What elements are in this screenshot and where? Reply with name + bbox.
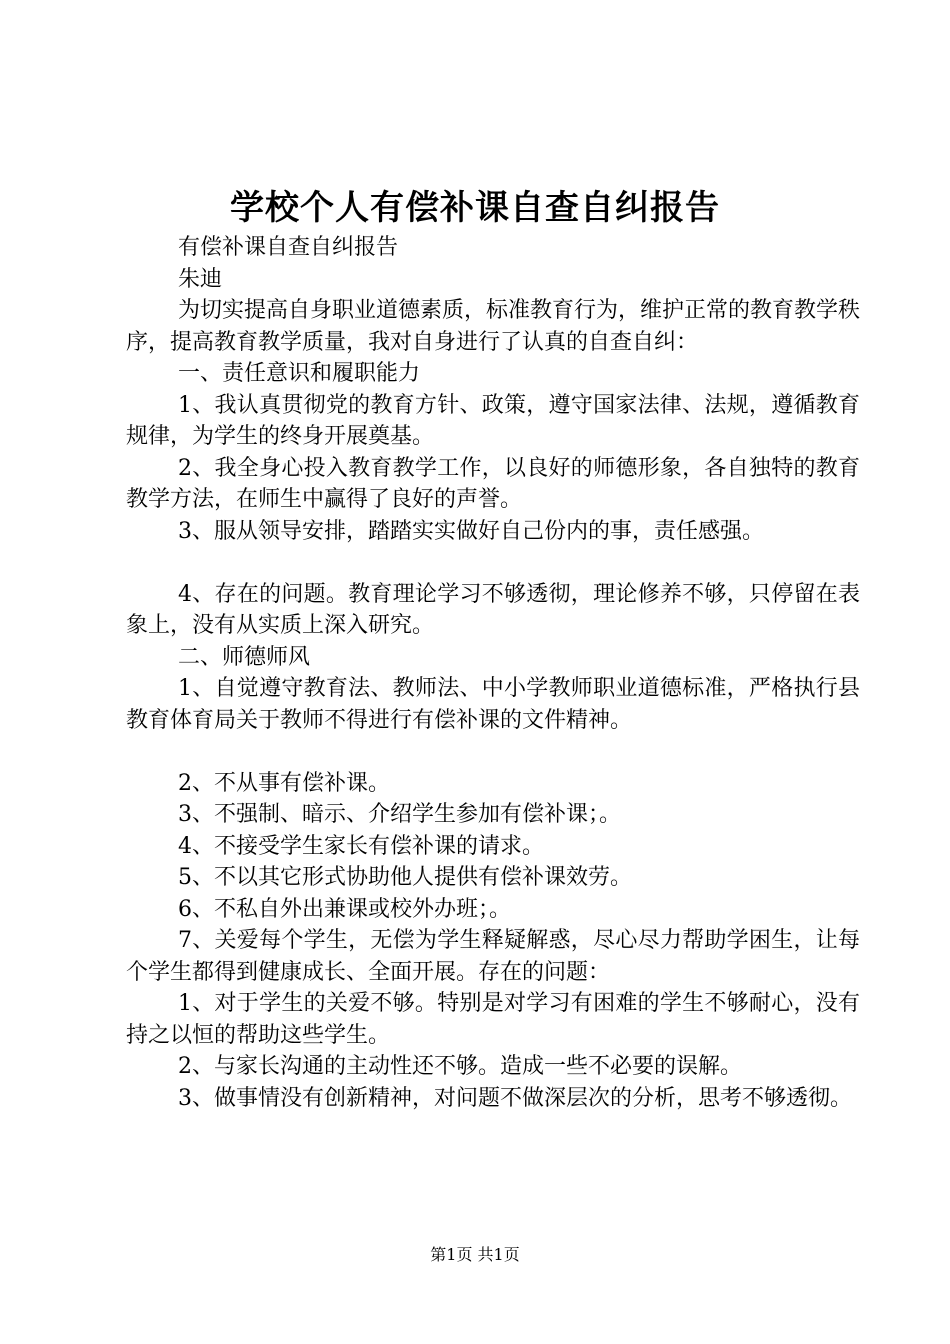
blank-line	[126, 736, 860, 768]
paragraph-item: 1、自觉遵守教育法、教师法、中小学教师职业道德标准，严格执行县教育体育局关于教师不得进行有偿补课的文件精神。	[126, 676, 860, 733]
paragraph-item: 6、不私自外出兼课或校外办班；。	[178, 896, 511, 922]
paragraph-item: 3、服从领导安排，踏踏实实做好自己份内的事，责任感强。	[178, 518, 764, 544]
paragraph-subtitle: 有偿补课自查自纠报告	[178, 235, 399, 260]
paragraph-item: 2、不从事有偿补课。	[178, 770, 390, 796]
section-heading-2: 二、师德师风	[178, 644, 311, 670]
paragraph-item: 2、我全身心投入教育教学工作，以良好的师德形象，各自独特的教育教学方法，在师生中赢得了良好的声誉。	[126, 455, 860, 512]
paragraph-item: 4、存在的问题。教育理论学习不够透彻，理论修养不够，只停留在表象上，没有从实质上深入研究。	[126, 581, 860, 638]
paragraph-item: 7、关爱每个学生，无偿为学生释疑解惑，尽心尽力帮助学困生，让每个学生都得到健康成长、全面开展。存在的问题：	[126, 928, 860, 985]
section-heading-1: 一、责任意识和履职能力	[178, 361, 421, 386]
paragraph-author: 朱迪	[178, 266, 223, 292]
paragraph-item: 3、不强制、暗示、介绍学生参加有偿补课；。	[178, 802, 621, 827]
document-title: 学校个人有偿补课自查自纠报告	[230, 188, 720, 228]
blank-line	[126, 547, 860, 579]
document-body	[126, 232, 860, 1114]
page-footer: 第1页 共1页	[430, 1245, 520, 1264]
paragraph-item: 1、对于学生的关爱不够。特别是对学习有困难的学生不够耐心，没有持之以恒的帮助这些学生。	[126, 991, 860, 1048]
paragraph-intro: 为切实提高自身职业道德素质，标准教育行为，维护正常的教育教学秩序，提高教育教学质量，我对自身进行了认真的自查自纠：	[126, 298, 861, 355]
paragraph-item: 2、与家长沟通的主动性还不够。造成一些不必要的误解。	[178, 1054, 742, 1079]
paragraph-item: 1、我认真贯彻党的教育方针、政策，遵守国家法律、法规，遵循教育规律，为学生的终身开展奠基。	[126, 392, 860, 449]
paragraph-item: 3、做事情没有创新精神，对问题不做深层次的分析，思考不够透彻。	[178, 1085, 852, 1111]
paragraph-item: 4、不接受学生家长有偿补课的请求。	[178, 833, 544, 859]
paragraph-item: 5、不以其它形式协助他人提供有偿补课效劳。	[178, 865, 632, 890]
